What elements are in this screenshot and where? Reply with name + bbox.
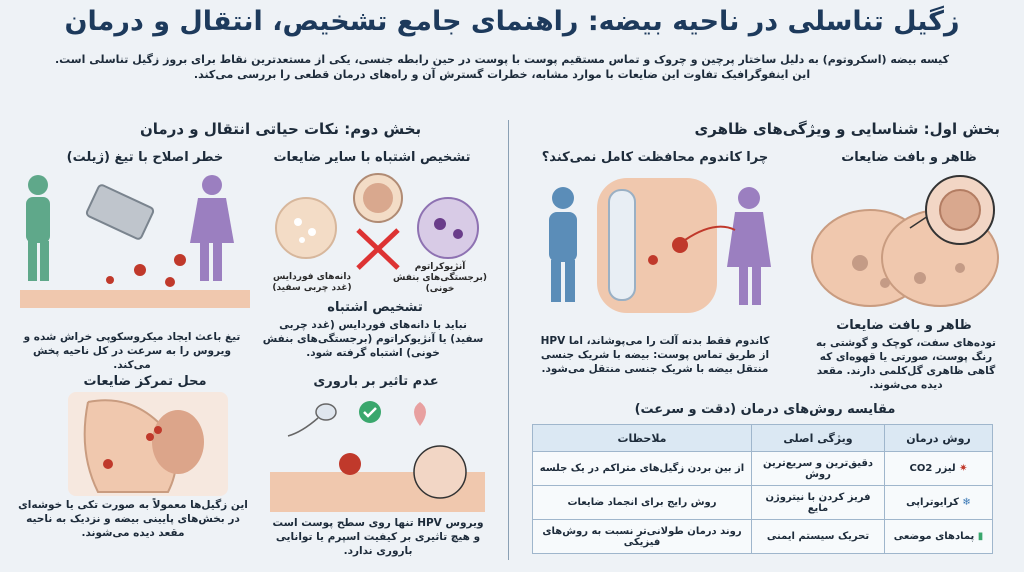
appearance-caption: توده‌های سفت، کوچک و گوشتی به رنگ پوست، صورتی یا قهوه‌ای که گاهی ظاهری گل‌کلمی دارند. مقعد دیده می‌شوند. [816, 337, 996, 391]
table-cell: تحریک سیستم ایمنی [752, 520, 885, 554]
location-heading: محل تمرکز ضایعات [83, 374, 207, 389]
misdiagnosis-caption: نباید با دانه‌های فوردایس (غدد چربی سفید) یا آنژیوکراتوم (برجستگی‌های بنفش خونی) اشتباه گرفته شود. [262, 319, 484, 359]
fordyce-label [262, 272, 362, 294]
part2-heading: بخش دوم: نکات حیاتی انتقال و درمان [140, 120, 422, 138]
check-icon [359, 401, 381, 423]
table-header-row [533, 425, 993, 452]
intro-text [40, 52, 964, 82]
fertility-heading: عدم تاثیر بر باروری [313, 374, 439, 389]
table-header: ویژگی اصلی [752, 425, 885, 452]
table-cell: دقیق‌ترین و سریع‌ترین روش [752, 452, 885, 486]
condom-heading: چرا کاندوم محافظت کامل نمی‌کند؟ [541, 150, 769, 165]
table-cell: ▮ پمادهای موضعی [885, 520, 993, 554]
scrotum-illustration [800, 168, 1010, 308]
table-cell: فریز کردن با نیتروژن مایع [752, 486, 885, 520]
razor-heading: خطر اصلاح با تیغ (ژیلت) [66, 150, 224, 165]
misdiagnosis-heading: تشخیص اشتباه با سایر ضایعات [273, 150, 471, 165]
uterus-icon [414, 402, 426, 426]
table-row [533, 452, 993, 486]
table-cell: از بین بردن زگیل‌های متراکم در یک جلسه [533, 452, 752, 486]
fordyce-sub: (غدد چربی سفید) [272, 283, 352, 293]
angio-sub: (برجستگی‌های بنفش خونی) [392, 273, 487, 294]
table-cell: ✷ لیزر CO2 [885, 452, 993, 486]
laser-icon: ✷ [955, 463, 968, 474]
angio-label [384, 262, 496, 295]
part1-heading: بخش اول: شناسایی و ویژگی‌های ظاهری [694, 120, 1000, 138]
razor-illustration [20, 170, 250, 310]
fertility-caption: ویروس HPV تنها روی سطح پوست است و هیچ تاثیری بر کیفیت اسپرم یا توانایی باروری ندارد. [272, 517, 484, 557]
table-row [533, 486, 993, 520]
razor-icon [86, 184, 155, 240]
table-header: روش درمان [885, 425, 993, 452]
fertility-illustration [270, 392, 485, 514]
virus-icon [339, 453, 361, 475]
page-title: زگیل تناسلی در ناحیه بیضه: راهنمای جامع تشخیص، انتقال و درمان [64, 6, 960, 37]
fordyce-label-text: دانه‌های فوردایس [272, 272, 352, 282]
section-divider [508, 120, 509, 560]
location-illustration [68, 392, 228, 496]
cryo-icon: ❄ [958, 497, 971, 508]
sperm-icon [316, 404, 336, 420]
intro-line-2: این اینفوگرافیک تفاوت این ضایعات با موارد مشابه، خطرات گسترش آن و راه‌های درمان قطعی را بررسی می‌کند. [193, 68, 811, 81]
misdiagnosis-illustration [268, 170, 488, 270]
table-cell: روش رایج برای انجماد ضایعات [533, 486, 752, 520]
intro-line-1: کیسه بیضه (اسکروتوم) به دلیل ساختار پرچین و چروک و تماس مستقیم پوست با پوست در حین رابطه جنسی، یکی از مستعدترین نقاط برای بروز زگیل تناسلی است. [54, 53, 950, 66]
condom-icon [609, 190, 635, 300]
table-header: ملاحظات [533, 425, 752, 452]
appearance-heading: ظاهر و بافت ضایعات [841, 150, 977, 165]
treatment-table-heading: مقایسه روش‌های درمان (دقت و سرعت) [634, 402, 896, 417]
table-cell: روند درمان طولانی‌تر نسبت به روش‌های فیزیکی [533, 520, 752, 554]
misdiagnosis-sub-heading: تشخیص اشتباه [327, 300, 423, 315]
appearance-caption-heading: ظاهر و بافت ضایعات [836, 318, 972, 333]
ointment-icon: ▮ [974, 531, 984, 542]
treatment-table [532, 424, 993, 554]
angio-label-text: آنژیوکراتوم [414, 262, 466, 272]
location-caption: این زگیل‌ها معمولاً به صورت تکی یا خوشه‌ای در بخش‌های پایینی بیضه و نزدیک به ناحیه مقعد دیده می‌شوند. [18, 499, 248, 539]
razor-caption: تیغ باعث ایجاد میکروسکوپی خراش شده و ویروس را به سرعت در کل ناحیه پخش می‌کند. [23, 331, 241, 371]
condom-caption: کاندوم فقط بدنه آلت را می‌پوشاند، اما HPV از طریق تماس پوست: بیضه با شریک جنسی منتقل بیضه با شریک جنسی منتقل می‌شود. [540, 335, 770, 375]
table-row [533, 520, 993, 554]
condom-illustration [535, 170, 780, 320]
table-cell: ❄ کرایوتراپی [885, 486, 993, 520]
